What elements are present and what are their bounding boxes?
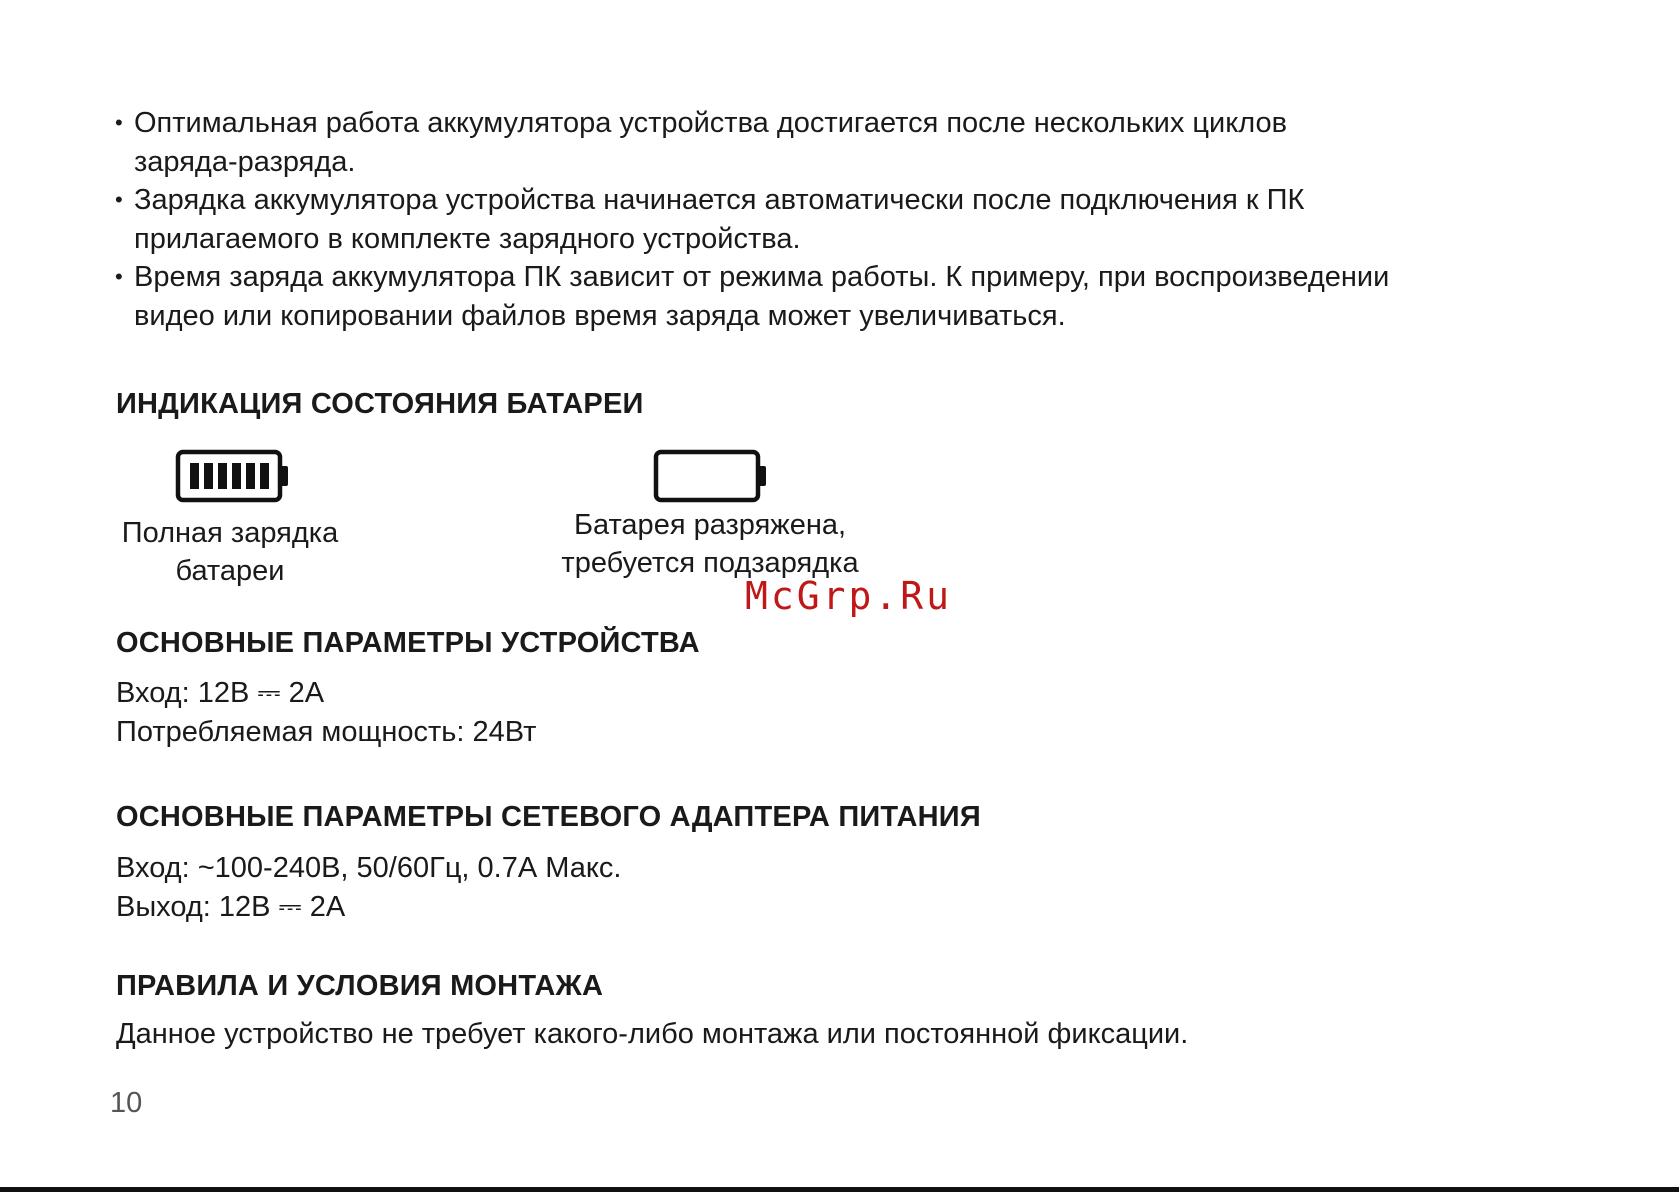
battery-empty-icon <box>653 449 769 503</box>
battery-full-icon <box>175 449 291 503</box>
adapter-output-value: Выход: 12В ⎓ 2А <box>116 891 346 923</box>
device-params-heading: ОСНОВНЫЕ ПАРАМЕТРЫ УСТРОЙСТВА <box>116 627 700 659</box>
battery-section-heading: ИНДИКАЦИЯ СОСТОЯНИЯ БАТАРЕИ <box>116 388 644 420</box>
bullet-list <box>115 104 1575 335</box>
bullet-dot: • <box>115 110 123 135</box>
battery-empty-label: требуется подзарядка <box>561 547 859 579</box>
bullet-item <box>115 104 1575 181</box>
battery-charge-bars <box>190 463 269 489</box>
battery-charge-bar <box>246 463 255 489</box>
adapter-input-value: Вход: ~100-240В, 50/60Гц, 0.7А Макс. <box>116 852 622 884</box>
battery-charge-bar <box>204 463 213 489</box>
bullet-text-line: прилагаемого в комплекте зарядного устройства. <box>134 222 801 255</box>
device-power-value: Потребляемая мощность: 24Вт <box>116 716 537 748</box>
device-input-value: Вход: 12В ⎓ 2А <box>116 677 325 709</box>
battery-full-label: Полная зарядка <box>121 517 339 549</box>
bullet-item <box>115 181 1575 258</box>
battery-full-caption <box>105 514 355 590</box>
bullet-text-line: заряда-разряда. <box>134 145 356 178</box>
battery-charge-bar <box>260 463 269 489</box>
battery-empty-label: Батарея разряжена, <box>573 509 847 541</box>
battery-charge-bar <box>232 463 241 489</box>
bullet-item <box>115 258 1575 335</box>
bullet-text-line: Оптимальная работа аккумулятора устройства достигается после нескольких циклов <box>134 107 1288 139</box>
bullet-text-line: видео или копировании файлов время заряда может увеличиваться. <box>134 299 1066 332</box>
battery-empty-caption <box>545 506 875 582</box>
battery-full-label: батареи <box>175 555 285 587</box>
adapter-params-heading: ОСНОВНЫЕ ПАРАМЕТРЫ СЕТЕВОГО АДАПТЕРА ПИТАНИЯ <box>116 801 981 833</box>
battery-charge-bar <box>190 463 199 489</box>
bullet-text-line: Время заряда аккумулятора ПК зависит от режима работы. К примеру, при воспроизведении <box>134 261 1390 293</box>
bullet-dot: • <box>115 264 123 289</box>
mounting-text: Данное устройство не требует какого-либо монтажа или постоянной фиксации. <box>116 1018 1189 1050</box>
battery-charge-bar <box>218 463 227 489</box>
page-bottom-rule <box>0 1187 1679 1192</box>
watermark: McGrp.Ru <box>745 574 953 618</box>
page-number: 10 <box>110 1087 143 1119</box>
bullet-text-line: Зарядка аккумулятора устройства начинается автоматически после подключения к ПК <box>134 184 1305 216</box>
mounting-heading: ПРАВИЛА И УСЛОВИЯ МОНТАЖА <box>116 970 604 1002</box>
bullet-dot: • <box>115 187 123 212</box>
